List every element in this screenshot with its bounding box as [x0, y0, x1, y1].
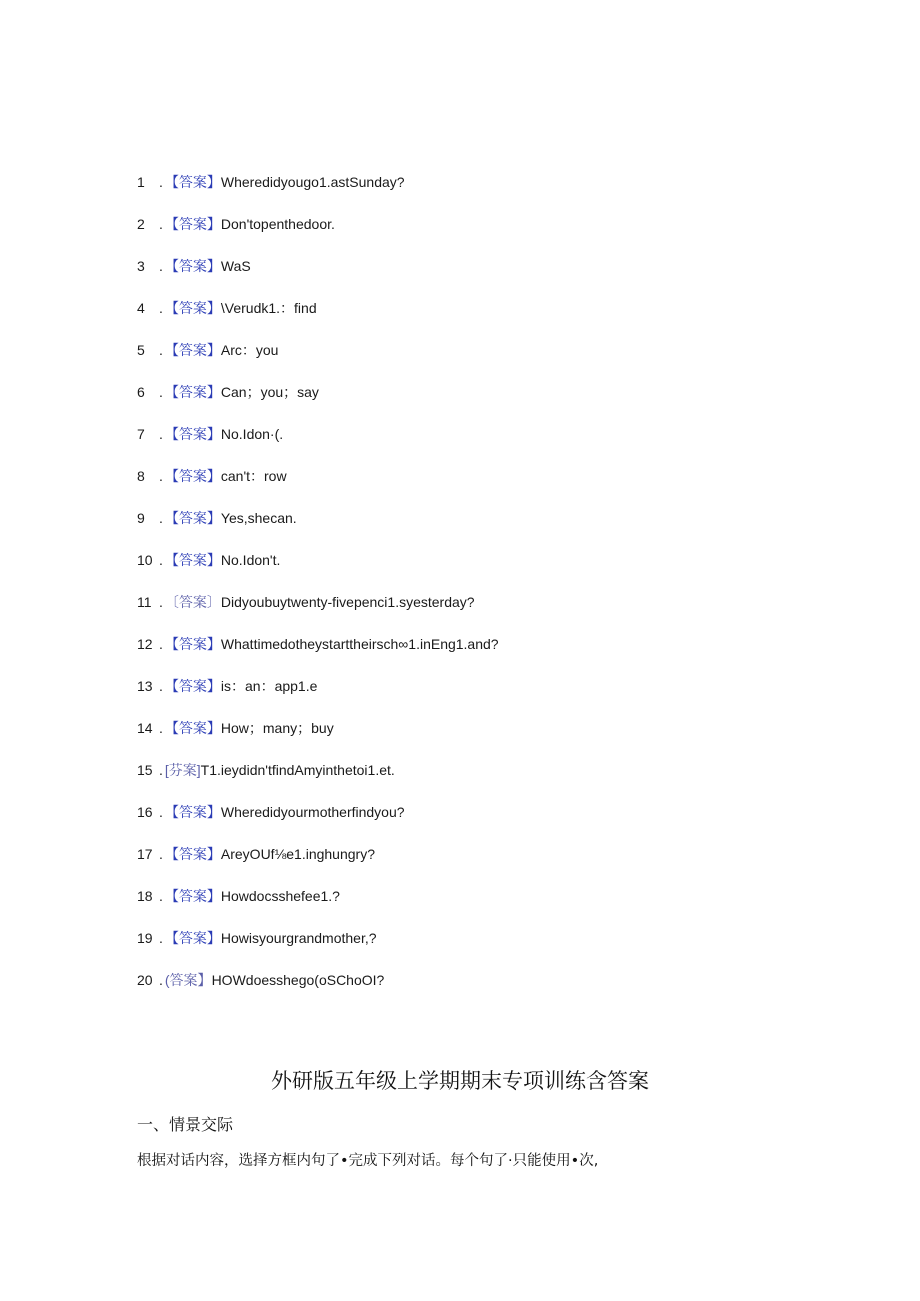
- answer-text: Don'topenthedoor.: [220, 216, 335, 232]
- answer-row: [137, 550, 837, 592]
- answer-separator: .: [159, 678, 163, 694]
- answer-text: No.Idon·(.: [220, 426, 284, 442]
- answer-separator: .: [159, 972, 163, 988]
- answer-tag: 【答案】: [164, 384, 221, 400]
- answer-text: Howdocsshefee1.?: [220, 888, 340, 904]
- answer-row: [137, 886, 837, 928]
- answer-row: [137, 802, 837, 844]
- answer-number: 9: [137, 510, 145, 526]
- answer-number: 11: [137, 594, 152, 610]
- answer-tag: 【答案】: [164, 426, 221, 442]
- answer-row: [137, 760, 837, 802]
- answer-number: 10: [137, 552, 153, 568]
- answer-tag: 【答案】: [164, 636, 221, 652]
- answer-tag: 【答案】: [164, 174, 221, 190]
- answer-list: [137, 172, 837, 1012]
- answer-tag: [芬案]: [164, 762, 201, 778]
- answer-row: [137, 466, 837, 508]
- answer-separator: .: [159, 426, 163, 442]
- answer-number: 15: [137, 762, 153, 778]
- answer-text: Can；you；say: [220, 384, 319, 400]
- answer-tag: 【答案】: [164, 216, 221, 232]
- answer-separator: .: [159, 636, 163, 652]
- answer-row: [137, 424, 837, 466]
- answer-separator: .: [159, 888, 163, 904]
- answer-number: 12: [137, 636, 153, 652]
- answer-tag: 【答案】: [164, 510, 221, 526]
- answer-number: 19: [137, 930, 153, 946]
- answer-tag: (答案】: [164, 972, 212, 988]
- answer-tag: 【答案】: [164, 930, 221, 946]
- document-title: 外研版五年级上学期期末专项训练含答案: [271, 1069, 649, 1093]
- answer-separator: .: [159, 804, 163, 820]
- answer-text: can't：row: [220, 468, 287, 484]
- answer-number: 3: [137, 258, 145, 274]
- answer-number: 17: [137, 846, 153, 862]
- answer-text: WaS: [220, 258, 251, 274]
- answer-tag: 【答案】: [164, 258, 221, 274]
- answer-number: 2: [137, 216, 145, 232]
- answer-row: [137, 256, 837, 298]
- answer-number: 16: [137, 804, 153, 820]
- answer-separator: .: [159, 174, 163, 190]
- answer-separator: .: [159, 762, 163, 778]
- answer-text: \Verudk1.：find: [220, 300, 317, 316]
- answer-row: [137, 634, 837, 676]
- answer-separator: .: [159, 846, 163, 862]
- answer-text: is：an：app1.e: [220, 678, 318, 694]
- answer-separator: .: [159, 216, 163, 232]
- answer-number: 13: [137, 678, 153, 694]
- section-heading: 一、情景交际: [137, 1115, 234, 1134]
- answer-number: 5: [137, 342, 145, 358]
- answer-number: 14: [137, 720, 153, 736]
- answer-text: Wheredidyougo1.astSunday?: [220, 174, 405, 190]
- answer-row: [137, 928, 837, 970]
- answer-text: Howisyourgrandmother,?: [220, 930, 377, 946]
- answer-separator: .: [159, 594, 163, 610]
- answer-text: AreyOUf⅛e1.inghungry?: [220, 846, 375, 862]
- instruction-text: 根据对话内容，选择方框内句了•完成下列对话。每个句了·只能使用•次,: [137, 1153, 599, 1169]
- answer-text: No.Idon't.: [220, 552, 281, 568]
- answer-row: [137, 382, 837, 424]
- answer-row: [137, 214, 837, 256]
- answer-row: [137, 592, 837, 634]
- answer-tag: 【答案】: [164, 804, 221, 820]
- answer-tag: 【答案】: [164, 888, 221, 904]
- answer-text: HOWdoesshego(oSChoOI?: [211, 972, 385, 988]
- answer-separator: .: [159, 468, 163, 484]
- answer-number: 4: [137, 300, 145, 316]
- answer-text: Arc：you: [220, 342, 279, 358]
- answer-separator: .: [159, 258, 163, 274]
- answer-row: [137, 676, 837, 718]
- answer-row: [137, 172, 837, 214]
- answer-number: 7: [137, 426, 145, 442]
- answer-tag: 〔答案〕: [164, 594, 221, 610]
- answer-tag: 【答案】: [164, 300, 221, 316]
- answer-text: Yes,shecan.: [220, 510, 297, 526]
- answer-tag: 【答案】: [164, 720, 221, 736]
- answer-text: How；many；buy: [220, 720, 334, 736]
- answer-row: [137, 844, 837, 886]
- answer-number: 20: [137, 972, 153, 988]
- answer-text: Didyoubuytwenty-fivepenci1.syesterday?: [220, 594, 475, 610]
- answer-separator: .: [159, 342, 163, 358]
- answer-row: [137, 508, 837, 550]
- answer-row: [137, 298, 837, 340]
- answer-separator: .: [159, 720, 163, 736]
- answer-number: 6: [137, 384, 145, 400]
- answer-text: Whattimedotheystarttheirsch∞1.inEng1.and?: [220, 636, 499, 652]
- answer-tag: 【答案】: [164, 846, 221, 862]
- answer-tag: 【答案】: [164, 678, 221, 694]
- answer-number: 18: [137, 888, 153, 904]
- answer-separator: .: [159, 930, 163, 946]
- answer-row: [137, 718, 837, 760]
- answer-row: [137, 970, 837, 1012]
- answer-tag: 【答案】: [164, 552, 221, 568]
- answer-separator: .: [159, 300, 163, 316]
- answer-tag: 【答案】: [164, 468, 221, 484]
- answer-tag: 【答案】: [164, 342, 221, 358]
- answer-number: 8: [137, 468, 145, 484]
- answer-separator: .: [159, 510, 163, 526]
- answer-separator: .: [159, 552, 163, 568]
- answer-text: T1.ieydidn'tfindAmyinthetoi1.et.: [200, 762, 395, 778]
- answer-text: Wheredidyourmotherfindyou?: [220, 804, 405, 820]
- answer-number: 1: [137, 174, 145, 190]
- answer-row: [137, 340, 837, 382]
- answer-separator: .: [159, 384, 163, 400]
